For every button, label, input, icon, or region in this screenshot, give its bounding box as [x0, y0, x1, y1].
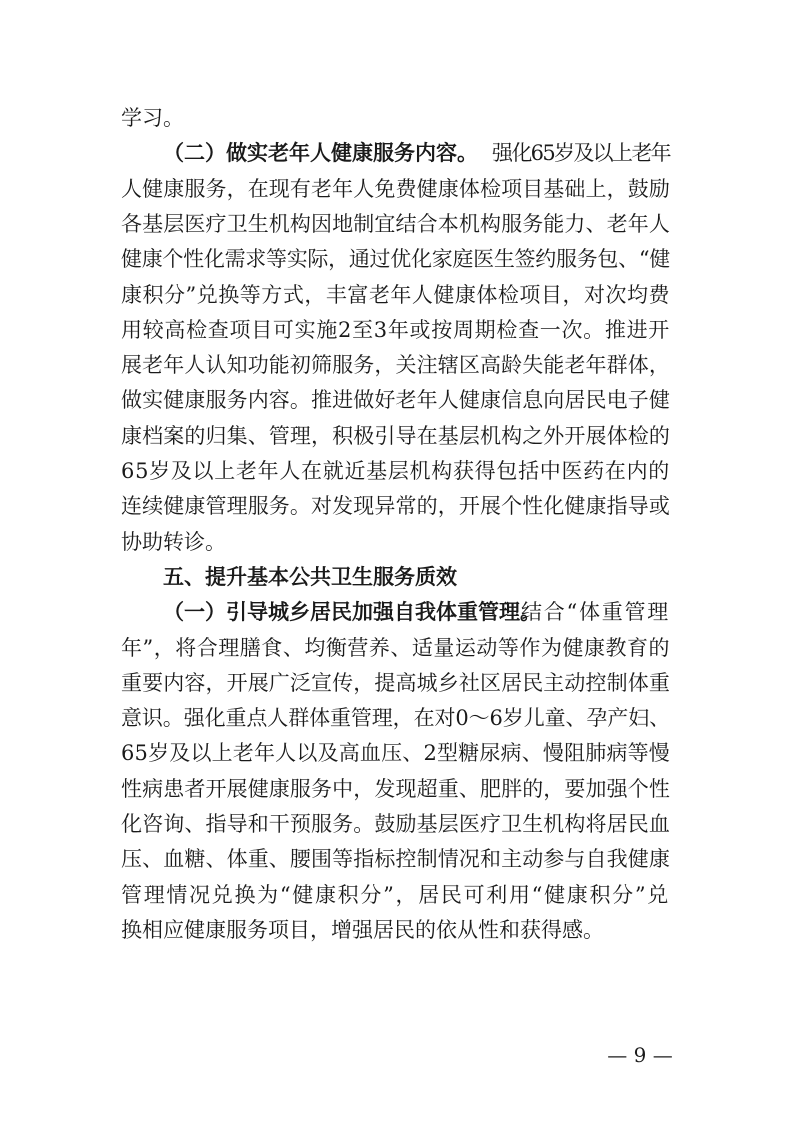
section-heading: 五、提升基本公共卫生服务质效 — [163, 564, 457, 589]
text-line — [0, 486, 793, 526]
text-line — [0, 275, 793, 315]
text-line-content: 学习。 — [121, 106, 184, 130]
text-line — [0, 239, 793, 279]
text-line — [0, 733, 793, 773]
text-line — [0, 628, 793, 668]
text-line-content: 协助转诊。 — [121, 529, 226, 554]
text-line-content: 康档案的归集、管理，积极引导在基层机构之外开展体检的 — [121, 423, 670, 448]
text-line-content: 各基层医疗卫生机构因地制宜结合本机构服务能力、老年人 — [121, 211, 670, 236]
text-line — [0, 98, 793, 138]
text-line-content: 健康个性化需求等实际，通过优化家庭医生签约服务包、“健 — [121, 247, 670, 272]
text-line-content: 意识。强化重点人群体重管理，在对0～6岁儿童、孕产妇、 — [121, 706, 670, 731]
text-line — [0, 345, 793, 385]
text-line-content: 人健康服务，在现有老年人免费健康体检项目基础上，鼓励 — [121, 176, 670, 201]
text-line — [0, 169, 793, 209]
section-heading-line — [0, 592, 793, 632]
text-line — [0, 769, 793, 809]
text-line-content: 化咨询、指导和干预服务。鼓励基层医疗卫生机构将居民血 — [121, 812, 670, 836]
text-line — [0, 875, 793, 915]
text-line-content: 性病患者开展健康服务中，发现超重、肥胖的，要加强个性 — [121, 776, 670, 801]
text-line-content: 管理情况兑换为“健康积分”，居民可利用“健康积分”兑 — [121, 882, 670, 907]
text-line — [0, 804, 793, 844]
text-line-content: 年”，将合理膳食、均衡营养、适量运动等作为健康教育的 — [121, 635, 670, 660]
text-line-content: 压、血糖、体重、腰围等指标控制情况和主动参与自我健康 — [121, 847, 670, 872]
text-line-content: 换相应健康服务项目，增强居民的依从性和获得感。 — [121, 917, 604, 942]
text-line-content: 展老年人认知功能初筛服务，关注辖区高龄失能老年群体， — [121, 353, 670, 378]
text-line — [0, 204, 793, 244]
text-line — [0, 310, 793, 350]
text-line-content: 结合“体重管理 — [521, 600, 670, 625]
text-line-content: 做实健康服务内容。推进做好老年人健康信息向居民电子健 — [121, 388, 670, 413]
text-line — [0, 663, 793, 703]
section-heading-line — [0, 133, 793, 173]
page-number: — 9 — — [607, 1043, 673, 1067]
text-line-content: 重要内容，开展广泛宣传，提高城乡社区居民主动控制体重 — [121, 670, 670, 695]
text-line-content: 连续健康管理服务。对发现异常的，开展个性化健康指导或 — [121, 494, 670, 519]
text-line-content: 65岁及以上老年人在就近基层机构获得包括中医药在内的 — [121, 459, 670, 483]
text-line — [0, 380, 793, 420]
text-line-content: 用较高检查项目可实施2至3年或按周期检查一次。推进开 — [121, 317, 670, 342]
text-line-content: 强化65岁及以上老年 — [492, 141, 670, 166]
text-line — [0, 416, 793, 456]
text-line-content: 康积分”兑换等方式，丰富老年人健康体检项目，对次均费 — [121, 282, 670, 307]
section-heading-line — [0, 557, 793, 597]
subsection-heading: （二）做实老年人健康服务内容。 — [163, 141, 478, 166]
text-line — [0, 522, 793, 562]
text-line — [0, 451, 793, 491]
subsection-heading: （一）引导城乡居民加强自我体重管理。 — [163, 600, 541, 625]
text-line-content: 65岁及以上老年人以及高血压、2型糖尿病、慢阻肺病等慢 — [121, 741, 670, 766]
text-line — [0, 839, 793, 879]
text-line — [0, 910, 793, 950]
text-line — [0, 698, 793, 738]
